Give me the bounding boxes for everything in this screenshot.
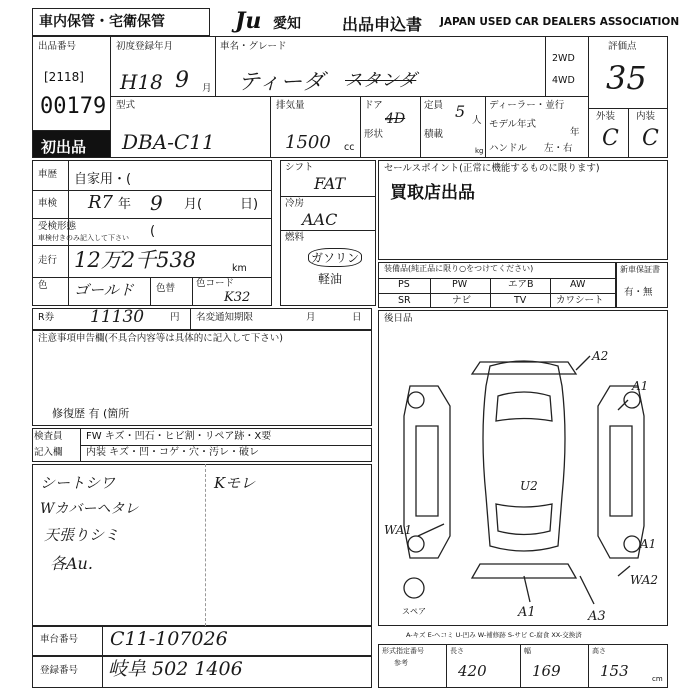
chassis-value: C11-107026 — [110, 628, 228, 650]
door-value: 4D — [385, 111, 406, 127]
inspector-interior-line: 内装 キズ・凹・コゲ・穴・汚レ・破レ — [86, 447, 259, 458]
inspection-month: 9 — [150, 191, 163, 215]
model-label: 型式 — [116, 100, 136, 111]
drive-4wd: 4WD — [552, 75, 575, 86]
lot-number: 00179 — [40, 94, 107, 119]
recycle-label: R券 — [38, 312, 55, 323]
capacity-value: 5 — [455, 102, 466, 121]
displacement-value: 1500 — [285, 132, 331, 153]
ju-logo: Ju — [235, 8, 262, 34]
color-value: ゴールド — [74, 281, 134, 299]
type-number-label: 形式指定番号 — [382, 647, 424, 655]
mileage-label: 走行 — [38, 255, 58, 266]
remark-right-1: Kモレ — [214, 474, 256, 492]
fuel-label: 燃料 — [285, 232, 305, 243]
width-value: 169 — [532, 662, 561, 680]
storage-box — [32, 8, 210, 36]
notes-label: 注意事項申告欄(不具合内容等は具体的に記入して下さい) — [38, 333, 283, 344]
drive-2wd: 2WD — [552, 53, 575, 64]
selling-point-label: セールスポイント(正常に機能するものに限ります) — [384, 163, 600, 174]
inspector-fw-line: FW キズ・凹石・ヒビ割・リペア跡・X要 — [86, 431, 272, 442]
mark-u2: U2 — [520, 479, 538, 493]
reference-label: 参考 — [394, 659, 408, 667]
height-label: 高さ — [592, 647, 606, 655]
lot-bracket: [2118] — [44, 70, 84, 84]
warranty-label: 新車保証書 — [620, 265, 660, 274]
equip-tv: TV — [514, 295, 527, 306]
color-code-value: K32 — [224, 290, 251, 305]
storage-label: 車内保管・宅衛保管 — [39, 14, 165, 30]
car-grade-struck: スタンダ — [345, 70, 417, 91]
notice-day: 日 — [352, 312, 362, 323]
handle-label: ハンドル — [489, 143, 528, 154]
mark-wa2: WA2 — [630, 573, 659, 587]
inspector-label-1: 検査員 — [34, 431, 63, 442]
inspection-era: R7 — [88, 192, 114, 213]
registration-era: H18 — [120, 70, 163, 94]
brand-name: 愛知 — [273, 16, 301, 32]
shift-label: シフト — [285, 162, 314, 173]
chassis-label: 車台番号 — [40, 634, 79, 645]
receive-form-value: ( — [150, 224, 156, 239]
selling-point-value: 買取店出品 — [390, 183, 475, 203]
lot-label: 出品番号 — [38, 41, 77, 52]
spare-label: スペア — [402, 607, 426, 616]
remark-line-4: 各Au. — [50, 554, 93, 573]
car-name-value: ティーダ — [238, 70, 325, 95]
equip-pw: PW — [452, 279, 468, 290]
inspection-day-suffix: 日) — [240, 197, 259, 212]
mark-a3: A3 — [588, 609, 606, 624]
mark-a2-top: A2 — [592, 349, 609, 363]
color-code-label: 色コード — [196, 278, 235, 289]
equip-seat: カワシート — [556, 295, 604, 306]
dealer-label: ディーラー・並行 — [489, 100, 565, 111]
remark-line-3: 天張りシミ — [44, 526, 120, 544]
plate-label: 登録番号 — [40, 665, 79, 676]
capacity-unit: 人 — [472, 115, 482, 126]
shift-value: FAT — [314, 174, 346, 193]
rating-value: 35 — [606, 59, 647, 97]
mileage-value: 12万2千538 — [74, 248, 197, 272]
association-name: JAPAN USED CAR DEALERS ASSOCIATION — [440, 16, 680, 28]
exterior-value: C — [602, 126, 619, 151]
length-value: 420 — [458, 662, 487, 680]
load-unit: kg — [475, 147, 484, 155]
width-label: 幅 — [524, 647, 531, 655]
repair-history: 修復歴 有 (箇所 — [52, 407, 130, 420]
first-listing-badge — [33, 131, 110, 157]
model-value: DBA-C11 — [122, 130, 215, 154]
remark-line-1: シートシワ — [40, 474, 116, 492]
registration-label: 初度登録年月 — [116, 41, 174, 52]
model-year-label: モデル年式 — [489, 119, 537, 130]
shape-label: 形状 — [364, 129, 384, 140]
dims-unit: cm — [652, 675, 663, 683]
notice-month: 月 — [306, 312, 316, 323]
displacement-unit: cc — [344, 142, 355, 153]
year-suffix: 年 — [570, 127, 580, 138]
equip-navi: ナビ — [452, 295, 472, 306]
capacity-label: 定員 — [424, 100, 444, 111]
mark-a1-side: A1 — [640, 537, 657, 551]
inspection-month-suffix: 月( — [184, 197, 203, 212]
receive-form-note: 車検付きのみ記入して下さい — [38, 234, 129, 242]
mark-a1-right: A1 — [632, 379, 649, 393]
mileage-unit: km — [232, 263, 247, 274]
usage-label: 車歴 — [38, 169, 58, 180]
rating-label: 評価点 — [608, 41, 637, 52]
color-label: 色 — [38, 280, 48, 291]
equip-airbag: エアB — [508, 279, 534, 290]
equip-aw: AW — [570, 279, 586, 290]
registration-month: 9 — [175, 68, 189, 93]
equipment-label: 装備品(純正品に限り○をつけてください) — [384, 264, 534, 273]
inspection-year-suffix: 年 — [118, 197, 132, 212]
plate-value: 岐阜 502 1406 — [108, 658, 243, 680]
car-name-label: 車名・グレード — [220, 41, 287, 52]
height-value: 153 — [600, 662, 629, 680]
exterior-label: 外装 — [596, 111, 616, 122]
mark-a1-rear: A1 — [518, 605, 536, 620]
remark-line-2: Wカバーヘタレ — [40, 501, 139, 517]
fuel-diesel: 軽油 — [318, 272, 343, 286]
equip-sr: SR — [398, 295, 411, 306]
aircon-label: 冷房 — [285, 198, 305, 209]
interior-label: 内装 — [636, 111, 656, 122]
interior-value: C — [642, 126, 659, 151]
form-title: 出品申込書 — [342, 15, 423, 34]
registration-month-suffix: 月 — [202, 83, 212, 94]
recycle-value: 11130 — [90, 307, 145, 327]
diagram-legend: A-キズ E-ヘコミ U-凹み W-補修跡 S-サビ C-腐食 XX-交換済 — [406, 631, 582, 639]
selling-point-block — [378, 160, 668, 260]
inspection-label: 車検 — [38, 198, 58, 209]
diagram-label: 後日品 — [384, 313, 413, 324]
receive-form-label: 受検形態 — [38, 221, 77, 232]
first-listing-text: 初出品 — [41, 138, 87, 156]
notice-label: 名変通知期限 — [196, 312, 254, 323]
inspector-label-2: 記入欄 — [34, 447, 63, 458]
load-label: 積載 — [424, 129, 444, 140]
fuel-gas: ガソリン — [308, 248, 362, 267]
car-diagram — [380, 326, 668, 626]
recycle-unit: 円 — [170, 312, 180, 323]
door-label: ドア — [364, 100, 383, 111]
displacement-label: 排気量 — [276, 100, 305, 111]
aircon-value: AAC — [302, 210, 338, 229]
handle-options: 左・右 — [544, 143, 573, 154]
mark-wa1: WA1 — [384, 523, 413, 537]
length-label: 長さ — [450, 647, 464, 655]
color-change-label: 色替 — [156, 283, 176, 294]
warranty-options: 有・無 — [624, 287, 653, 298]
usage-value: 自家用・( — [74, 172, 132, 187]
equip-ps: PS — [398, 279, 410, 290]
